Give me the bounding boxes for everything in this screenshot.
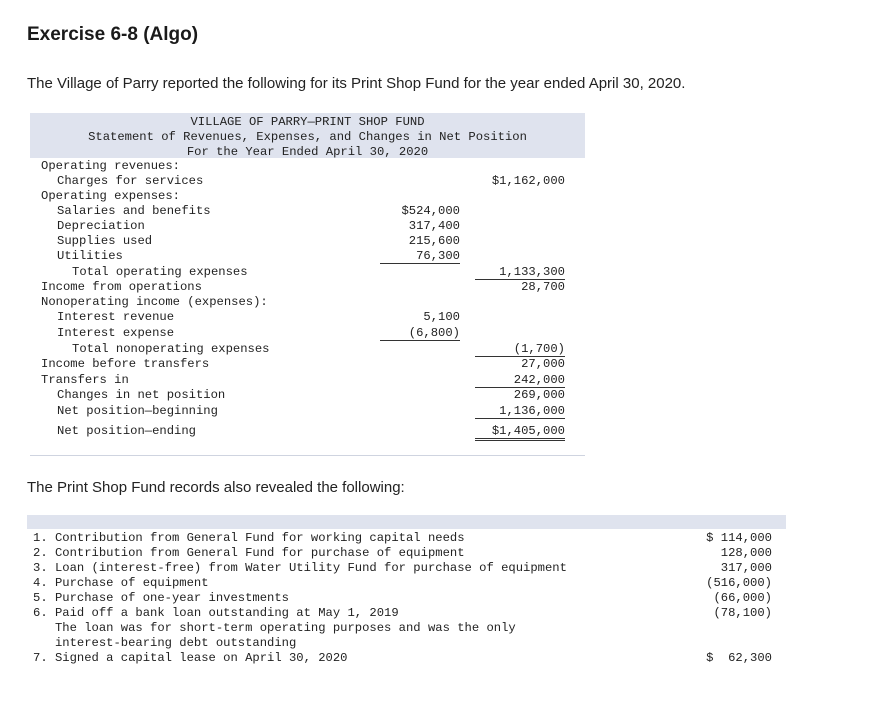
statement-title: VILLAGE OF PARRY—PRINT SHOP FUND: [190, 115, 425, 129]
list-item: [27, 606, 786, 621]
list-item: [27, 621, 786, 636]
record-text: interest-bearing debt outstanding: [33, 636, 297, 650]
table-row: [30, 159, 585, 175]
record-text: 6. Paid off a bank loan outstanding at May 1, 2019: [33, 606, 399, 620]
table-row: [30, 424, 585, 440]
statement-subtitle: Statement of Revenues, Expenses, and Changes in Net Position: [88, 130, 527, 144]
list-item: [27, 576, 786, 591]
table-row: [30, 234, 585, 250]
table-row: [30, 295, 585, 311]
table-row: [30, 404, 585, 420]
table-row: [30, 280, 585, 296]
list-item: [27, 636, 786, 651]
row-amount: $524,000: [401, 204, 460, 218]
table-row: [30, 174, 585, 190]
exercise-title: Exercise 6-8 (Algo): [27, 24, 199, 45]
row-label: Interest revenue: [57, 310, 175, 324]
row-amount: (6,800): [380, 326, 460, 341]
statement-header: [30, 113, 585, 158]
row-label: Net position—beginning: [57, 404, 218, 418]
table-row: [30, 219, 585, 235]
row-label: Total operating expenses: [72, 265, 248, 279]
table-row: [30, 357, 585, 373]
table-row: [30, 189, 585, 205]
record-value: $ 114,000: [706, 531, 772, 545]
row-label: Changes in net position: [57, 388, 226, 402]
row-amount: 5,100: [423, 310, 460, 324]
record-text: 4. Purchase of equipment: [33, 576, 209, 590]
record-value: (66,000): [713, 591, 772, 605]
record-text: 3. Loan (interest-free) from Water Utility Fund for purchase of equipment: [33, 561, 567, 575]
row-total: 242,000: [475, 373, 565, 388]
record-text: The loan was for short-term operating purposes and was the only: [33, 621, 516, 635]
record-text: 7. Signed a capital lease on April 30, 2020: [33, 651, 348, 665]
row-label: Net position—ending: [57, 424, 196, 438]
row-amount: 317,400: [408, 219, 460, 233]
row-label: Utilities: [57, 249, 123, 263]
row-label: Interest expense: [57, 326, 175, 340]
row-total: $1,162,000: [491, 174, 565, 188]
table-row: [30, 342, 585, 358]
records-intro-text: The Print Shop Fund records also revealed the following:: [27, 479, 405, 496]
table-row: [30, 373, 585, 389]
list-item: [27, 531, 786, 546]
row-label: Operating expenses:: [41, 189, 180, 203]
record-text: 2. Contribution from General Fund for purchase of equipment: [33, 546, 465, 560]
record-text: 5. Purchase of one-year investments: [33, 591, 289, 605]
table-row: [30, 310, 585, 326]
list-item: [27, 561, 786, 576]
row-amount: 215,600: [408, 234, 460, 248]
record-value: 317,000: [720, 561, 772, 575]
row-label: Supplies used: [57, 234, 153, 248]
row-total: 27,000: [521, 357, 565, 371]
record-value: $ 62,300: [706, 651, 772, 665]
statement-table: [30, 158, 585, 456]
list-item: [27, 591, 786, 606]
records-header-bar: [27, 515, 786, 529]
records-list: [27, 529, 786, 670]
row-label: Transfers in: [41, 373, 129, 387]
row-amount: 76,300: [380, 249, 460, 264]
row-total: 269,000: [513, 388, 565, 402]
table-row: [30, 326, 585, 342]
record-text: 1. Contribution from General Fund for working capital needs: [33, 531, 465, 545]
table-row: [30, 388, 585, 404]
table-row: [30, 249, 585, 265]
list-item: [27, 651, 786, 666]
row-total: 1,133,300: [475, 265, 565, 280]
row-label: Operating revenues:: [41, 159, 180, 173]
table-row: [30, 265, 585, 281]
statement-period: For the Year Ended April 30, 2020: [186, 145, 429, 159]
row-label: Total nonoperating expenses: [72, 342, 270, 356]
row-total: 1,136,000: [475, 404, 565, 419]
row-label: Salaries and benefits: [57, 204, 211, 218]
record-value: (516,000): [706, 576, 772, 590]
row-total: $1,405,000: [475, 424, 565, 441]
row-total: 28,700: [521, 280, 565, 294]
list-item: [27, 546, 786, 561]
record-value: (78,100): [713, 606, 772, 620]
row-label: Income before transfers: [41, 357, 210, 371]
intro-text: The Village of Parry reported the following for its Print Shop Fund for the year ended April 30, 2020.: [27, 75, 686, 92]
table-row: [30, 204, 585, 220]
row-total: (1,700): [475, 342, 565, 357]
row-label: Depreciation: [57, 219, 145, 233]
record-value: 128,000: [720, 546, 772, 560]
row-label: Charges for services: [57, 174, 204, 188]
row-label: Nonoperating income (expenses):: [41, 295, 268, 309]
row-label: Income from operations: [41, 280, 202, 294]
